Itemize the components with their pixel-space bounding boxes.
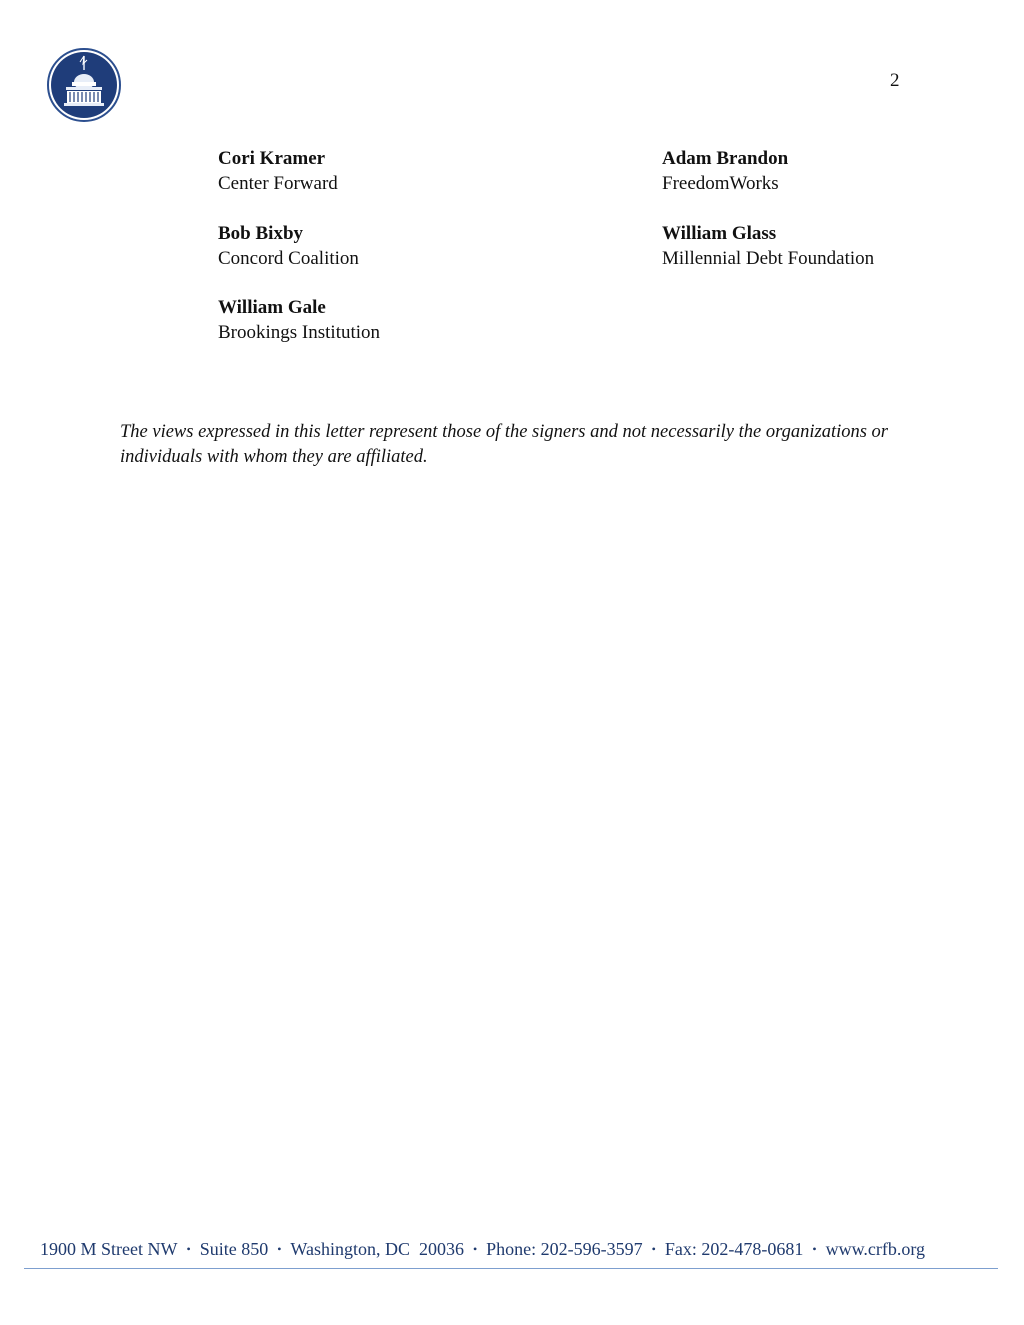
footer-separator: • [812,1242,817,1256]
footer-address: 1900 M Street NW [40,1239,178,1259]
signer-block [662,221,874,271]
signer-organization: Brookings Institution [218,322,381,343]
signer-block [218,146,338,196]
signer-name: William Gale [218,297,326,318]
signer-organization: Concord Coalition [218,248,359,269]
capitol-dome-icon [47,48,121,122]
signer-block [662,146,788,196]
footer-separator: • [651,1242,656,1256]
signer-block [218,221,359,271]
signer-name: Bob Bixby [218,223,304,244]
signer-name: William Glass [662,223,777,244]
footer-separator: • [186,1242,191,1256]
page-number: 2 [890,70,900,91]
signer-organization: FreedomWorks [662,173,779,194]
footer-suite: Suite 850 [199,1239,269,1259]
footer-separator: • [472,1242,478,1256]
footer-city: Washington, DC 20036 [290,1239,464,1259]
signer-organization: Millennial Debt Foundation [662,248,875,269]
footer-divider [24,1268,998,1269]
signer-name: Adam Brandon [662,148,789,169]
disclaimer-text: The views expressed in this letter represent those of the signers and not necessarily the organizations or individuals with whom they are affiliated. [120,422,889,467]
footer-fax: Fax: 202-478-0681 [664,1239,804,1259]
organization-logo [47,48,121,122]
footer-contact-line [40,1239,1000,1260]
signer-name: Cori Kramer [218,148,326,169]
footer-separator: • [277,1242,282,1256]
signer-block [218,295,380,345]
footer-website[interactable]: www.crfb.org [825,1239,926,1259]
footer-phone: Phone: 202-596-3597 [486,1239,643,1259]
signer-organization: Center Forward [218,173,338,194]
